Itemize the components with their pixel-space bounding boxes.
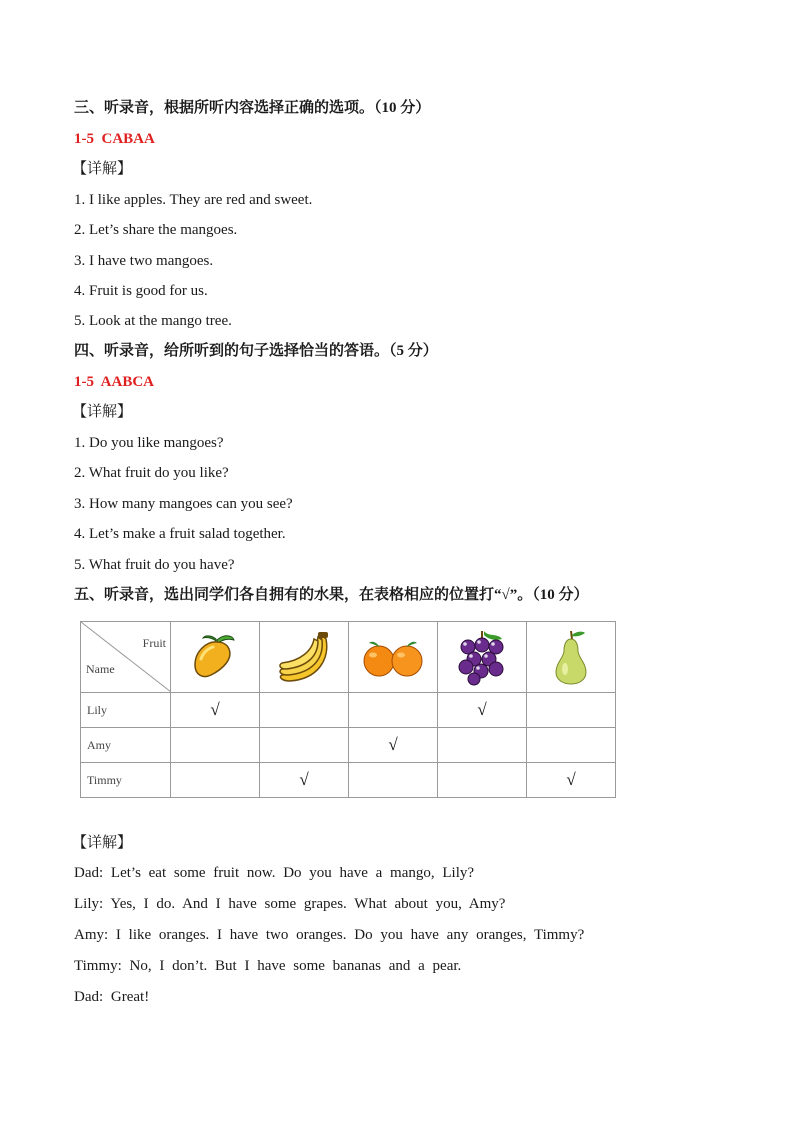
dialog-line-4: Timmy: No, I don’t. But I have some bananas and a pear. [74, 958, 462, 974]
section4-line-1: 1. Do you like mangoes? [74, 435, 224, 451]
section3-line-4: 4. Fruit is good for us. [74, 283, 208, 299]
mark-cell [438, 693, 527, 728]
mark-cell [260, 728, 349, 763]
mark-cell [438, 728, 527, 763]
mark-cell [527, 728, 616, 763]
mark-cell [171, 693, 260, 728]
tick-mark: √ [210, 700, 220, 719]
fruit-header-banana [260, 622, 349, 693]
diagonal-line [81, 622, 171, 692]
table-header-row [81, 622, 616, 693]
mark-cell [527, 693, 616, 728]
dialog-line-2: Lily: Yes, I do. And I have some grapes. What about you, Amy? [74, 896, 506, 912]
fruit-header-mango [171, 622, 260, 693]
fruit-header-grapes [438, 622, 527, 693]
header-name-label: Name [86, 662, 115, 676]
section4-line-4: 4. Let’s make a fruit salad together. [74, 526, 286, 542]
mark-cell [260, 763, 349, 798]
section4-answer: 1-5 AABCA [74, 374, 155, 390]
section3-heading: 三、听录音，根据所听内容选择正确的选项。（10 分） [74, 100, 431, 116]
header-fruit-label: Fruit [142, 636, 166, 650]
orange-icon [361, 633, 425, 681]
fruit-header-pear [527, 622, 616, 693]
mark-cell [171, 763, 260, 798]
row-name-cell: Timmy [81, 763, 171, 798]
fruit-header-orange [349, 622, 438, 693]
mark-cell [527, 763, 616, 798]
diagonal-header-cell [81, 622, 171, 693]
mark-cell [349, 728, 438, 763]
tick-mark: √ [388, 735, 398, 754]
section3-line-2: 2. Let’s share the mangoes. [74, 222, 238, 238]
section5-heading: 五、听录音，选出同学们各自拥有的水果，在表格相应的位置打“√”。（10 分） [74, 587, 589, 603]
pear-icon [551, 627, 591, 687]
mark-cell [171, 728, 260, 763]
section3-answer: 1-5 CABAA [74, 131, 155, 147]
section3-line-3: 3. I have two mangoes. [74, 253, 214, 269]
tick-mark: √ [299, 770, 309, 789]
banana-icon [274, 629, 334, 685]
section3-line-1: 1. I like apples. They are red and sweet. [74, 192, 313, 208]
section4-line-2: 2. What fruit do you like? [74, 465, 229, 481]
section4-heading: 四、听录音，给所听到的句子选择恰当的答语。（5 分） [74, 343, 438, 359]
fruit-table [80, 621, 616, 798]
dialog-line-1: Dad: Let’s eat some fruit now. Do you have a mango, Lily? [74, 865, 475, 881]
row-name-cell: Lily [81, 693, 171, 728]
mark-cell [349, 693, 438, 728]
table-row [81, 763, 616, 798]
section4-detail-label: 【详解】 [72, 404, 133, 420]
dialog-line-5: Dad: Great! [74, 989, 150, 1005]
tick-mark: √ [566, 770, 576, 789]
section5-detail-label: 【详解】 [72, 835, 133, 851]
section3-detail-label: 【详解】 [72, 161, 133, 177]
section3-line-5: 5. Look at the mango tree. [74, 313, 232, 329]
table-row [81, 728, 616, 763]
mark-cell [349, 763, 438, 798]
row-name-cell: Amy [81, 728, 171, 763]
section4-line-3: 3. How many mangoes can you see? [74, 496, 293, 512]
tick-mark: √ [477, 700, 487, 719]
section4-line-5: 5. What fruit do you have? [74, 557, 235, 573]
mark-cell [260, 693, 349, 728]
mark-cell [438, 763, 527, 798]
table-row [81, 693, 616, 728]
dialog-line-3: Amy: I like oranges. I have two oranges. Do you have any oranges, Timmy? [74, 927, 585, 943]
grapes-icon [454, 627, 510, 687]
mango-icon [187, 629, 243, 685]
